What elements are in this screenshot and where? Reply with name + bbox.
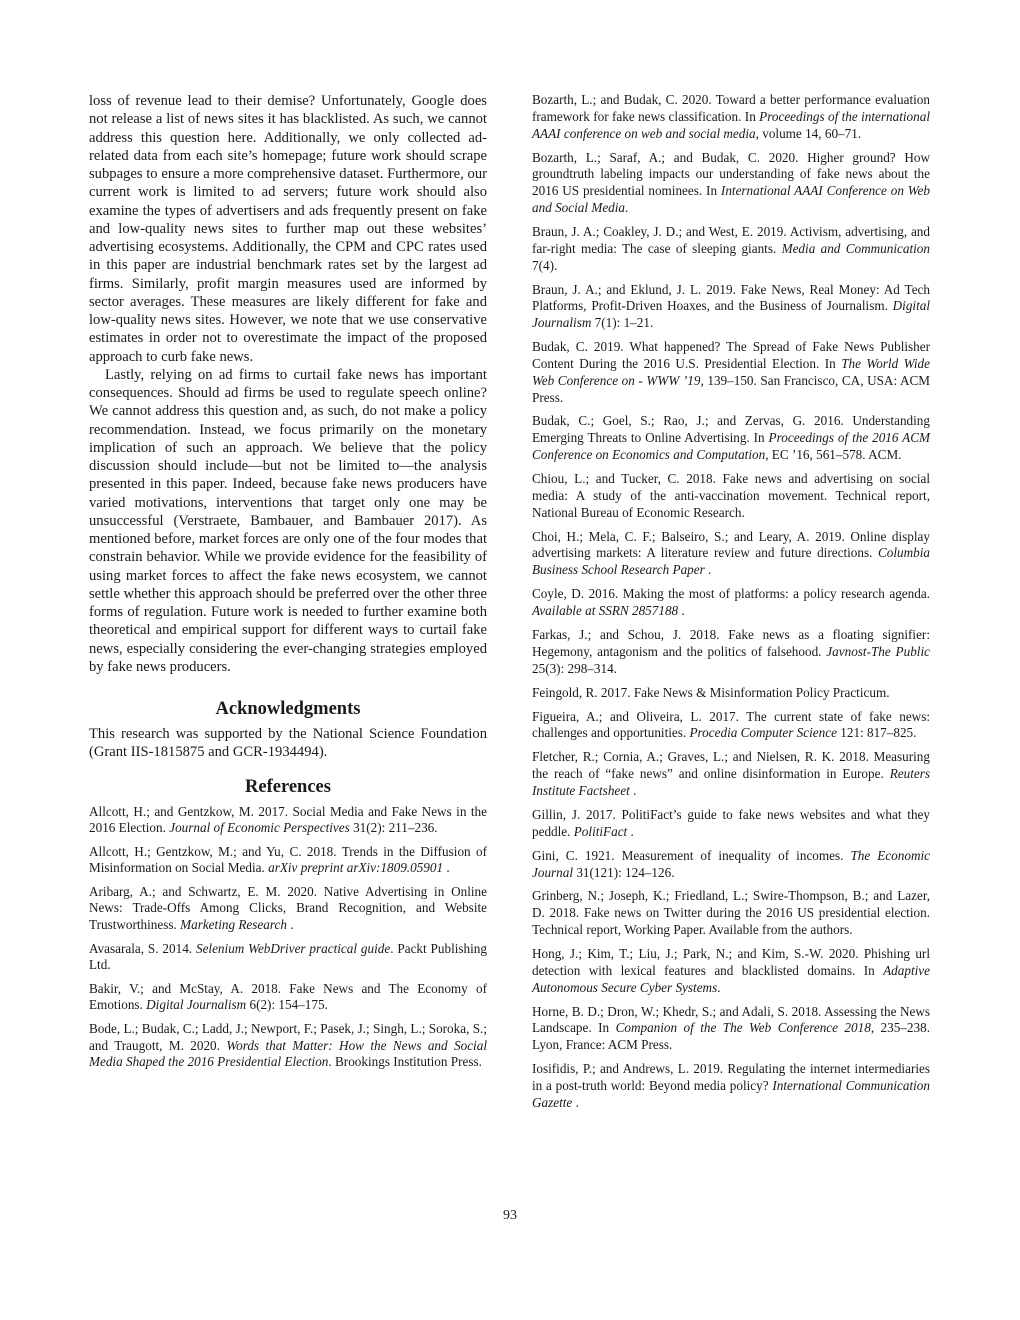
reference-text: Bozarth, L.; and Budak, C. 2020. Toward a better performance evaluation framework for fake news classification. In	[532, 92, 930, 124]
reference-text: Horne, B. D.; Dron, W.; Khedr, S.; and Adali, S. 2018. Assessing the News Landscape. In	[532, 1003, 930, 1036]
reference-entry	[89, 804, 487, 838]
reference-entry	[532, 92, 930, 142]
reference-details: .	[678, 603, 685, 619]
reference-details: .	[704, 562, 712, 578]
reference-text: Braun, J. A.; Coakley, J. D.; and West, E. 2019. Activism, advertising, and far-right media: The case of sleeping giants.	[532, 223, 930, 256]
reference-text: Grinberg, N.; Joseph, K.; Friedland, L.; Swire-Thompson, B.; and Lazer, D. 2018. Fake news on Twitter during the 2016 US presidential election. Technical report, Working Paper. Available from the authors.	[532, 888, 930, 938]
reference-venue: Columbia Business School Research Paper	[532, 545, 930, 578]
reference-entry	[532, 627, 930, 677]
reference-details: .	[625, 199, 629, 215]
reference-text: Bode, L.; Budak, C.; Ladd, J.; Newport, F.; Pasek, J.; Singh, L.; Soroka, S.; and Traugott, M. 2020.	[89, 1020, 487, 1053]
reference-entry	[532, 848, 930, 882]
reference-venue: Digital Journalism	[146, 997, 247, 1013]
reference-details: 31(121): 124–126.	[573, 864, 675, 880]
reference-venue: Words that Matter: How the News and Social Media Shaped the 2016 Presidential Election	[89, 1037, 487, 1070]
reference-text: Bozarth, L.; Saraf, A.; and Budak, C. 2020. Higher ground? How groundtruth labeling impacts our understanding of fake news about the 2016 US presidential nominees. In	[532, 149, 930, 199]
reference-text: Fletcher, R.; Cornia, A.; Graves, L.; and Nielsen, R. K. 2018. Measuring the reach of “fake news” and online disinformation in Europe.	[532, 749, 930, 782]
reference-text: Coyle, D. 2016. Making the most of platforms: a policy research agenda.	[532, 586, 930, 602]
reference-text: Figueira, A.; and Oliveira, L. 2017. The current state of fake news: challenges and opportunities.	[532, 708, 930, 741]
reference-entry	[532, 413, 930, 463]
reference-text: Farkas, J.; and Schou, J. 2018. Fake news as a floating signifier: Hegemony, antagonism and the politics of falsehood.	[532, 627, 930, 659]
reference-venue: Procedia Computer Science	[689, 725, 837, 741]
reference-entry	[532, 150, 930, 217]
page-number: 93	[503, 1208, 517, 1223]
reference-entry	[532, 685, 930, 702]
reference-venue: The World Wide Web Conference on - WWW ’19	[532, 355, 931, 388]
reference-list-right	[532, 92, 930, 1112]
reference-entry	[532, 586, 930, 620]
reference-details: 31(2): 211–236.	[349, 820, 438, 836]
reference-text: Bakir, V.; and McStay, A. 2018. Fake News and The Economy of Emotions.	[89, 980, 487, 1013]
reference-venue: Proceedings of the international AAAI conference on web and social media	[532, 108, 930, 141]
reference-entry	[532, 709, 930, 743]
reference-entry	[532, 282, 930, 332]
reference-venue: Companion of the The Web Conference 2018	[615, 1020, 871, 1036]
reference-details: , 235–238. Lyon, France: ACM Press.	[532, 1020, 931, 1053]
reference-entry	[532, 888, 930, 938]
reference-entry	[89, 844, 487, 878]
reference-text: Budak, C. 2019. What happened? The Spread of Fake News Publisher Content During the 2016 U.S. Presidential Election. In	[532, 339, 930, 371]
reference-text: Avasarala, S. 2014.	[89, 940, 196, 956]
reference-details: . Brookings Institution Press.	[328, 1054, 482, 1070]
right-column	[532, 92, 930, 1119]
reference-entry	[532, 749, 930, 799]
reference-details: . Packt Publishing Ltd.	[89, 940, 487, 973]
reference-venue: Digital Journalism	[532, 298, 930, 331]
reference-venue: Available at SSRN 2857188	[532, 603, 679, 619]
reference-entry	[89, 981, 487, 1015]
acknowledgments-heading: Acknowledgments	[215, 699, 361, 719]
reference-venue: arXiv preprint arXiv:1809.05901	[268, 860, 444, 876]
reference-venue: International Communication Gazette	[532, 1078, 930, 1110]
reference-details: .	[629, 782, 637, 798]
reference-venue: Adaptive Autonomous Secure Cyber Systems	[532, 962, 930, 995]
reference-details: , volume 14, 60–71.	[755, 125, 862, 141]
reference-venue: Reuters Institute Factsheet	[532, 766, 930, 798]
reference-text: Allcott, H.; and Gentzkow, M. 2017. Social Media and Fake News in the 2016 Election.	[89, 803, 487, 836]
reference-entry	[532, 224, 930, 274]
reference-text: Chiou, L.; and Tucker, C. 2018. Fake news and advertising on social media: A study of the anti-vaccination movement. Technical report, National Bureau of Economic Research.	[532, 471, 930, 520]
reference-entry	[532, 946, 930, 996]
reference-entry	[89, 941, 487, 975]
reference-entry	[532, 1004, 930, 1054]
reference-text: Gini, C. 1921. Measurement of inequality of incomes.	[532, 847, 851, 863]
reference-venue: Media and Communication	[781, 240, 930, 256]
reference-venue: Marketing Research	[180, 917, 287, 933]
reference-text: Hong, J.; Kim, T.; Liu, J.; Park, N.; and Kim, S.-W. 2020. Phishing url detection with lexical features and blacklisted domains. In	[532, 946, 930, 978]
reference-details: .	[627, 823, 634, 839]
reference-details: , EC ’16, 561–578. ACM.	[765, 447, 902, 463]
reference-details: .	[572, 1094, 579, 1110]
reference-venue: The Economic Journal	[532, 847, 930, 880]
reference-details: .	[443, 860, 450, 876]
reference-venue: Proceedings of the 2016 ACM Conference on Economics and Computation	[532, 430, 930, 463]
reference-entry	[532, 1061, 930, 1111]
reference-details: 25(3): 298–314.	[532, 660, 617, 676]
reference-text: Gillin, J. 2017. PolitiFact’s guide to fake news websites and what they peddle.	[532, 806, 930, 839]
reference-details: 7(4).	[532, 257, 558, 273]
reference-details: 7(1): 1–21.	[591, 315, 654, 331]
body-paragraph: loss of revenue lead to their demise? Unfortunately, Google does not release a list of news sites it has blacklisted. As such, we cannot address this question here. Additionally, we only collected ad-related data from each site’s homepage; future work should scrape subpages to ensure a more comprehensive dataset. Furthermore, our current work is limited to ad servers; future work should also examine the types of advertisers and ads frequently present on fake and low-quality news sites to further map out these websites’ advertising ecosystems. Additionally, the CPM and CPC rates used in this paper are industrial benchmark rates set by the largest ad firms. Similarly, profit margin measures used are informed by sector averages. These measures are likely different for fake and low-quality news sites. However, we note that we use conservative estimates in order not to overestimate the impact of the proposed approach to curb fake news.	[89, 93, 487, 365]
reference-details: .	[717, 979, 721, 995]
reference-details: .	[286, 917, 294, 933]
reference-venue: Javnost-The Public	[826, 643, 930, 659]
reference-venue: Selenium WebDriver practical guide	[195, 940, 391, 956]
reference-details: , 139–150. San Francisco, CA, USA: ACM Press.	[532, 372, 931, 405]
reference-details: 6(2): 154–175.	[246, 997, 328, 1013]
reference-details: 121: 817–825.	[836, 725, 917, 741]
reference-entry	[89, 1021, 487, 1071]
reference-text: Allcott, H.; Gentzkow, M.; and Yu, C. 2018. Trends in the Diffusion of Misinformation on Social Media.	[89, 843, 487, 876]
reference-text: Feingold, R. 2017. Fake News & Misinformation Policy Practicum.	[532, 684, 890, 700]
left-column	[89, 92, 487, 1078]
references-heading: References	[245, 776, 331, 797]
reference-entry	[532, 807, 930, 841]
reference-entry	[532, 471, 930, 521]
reference-venue: Journal of Economic Perspectives	[169, 820, 350, 836]
reference-text: Aribarg, A.; and Schwartz, E. M. 2020. Native Advertising in Online News: Trade-Offs Among Clicks, Brand Recognition, and Website Trustworthiness.	[89, 883, 487, 933]
reference-text: Braun, J. A.; and Eklund, J. L. 2019. Fake News, Real Money: Ad Tech Platforms, Profit-Driven Hoaxes, and the Business of Journalism.	[532, 281, 930, 314]
reference-text: Iosifidis, P.; and Andrews, L. 2019. Regulating the internet intermediaries in a post-truth world: Beyond media policy?	[532, 1061, 930, 1094]
acknowledgments-text: This research was supported by the National Science Foundation (Grant IIS-1815875 and GCR-1934494).	[89, 726, 487, 761]
body-paragraph: Lastly, relying on ad firms to curtail fake news has important consequences. Should ad firms be used to regulate speech online? We cannot address this question and, as such, do not make a policy recommendation. Instead, we focus primarily on the monetary implication of such an approach. We believe that the policy discussion should include—but not be limited to—the analysis presented in this paper. Indeed, because fake news producers have varied motivations, interventions that target only one may be unsuccessful (Verstraete, Bambauer, and Bambauer 2017). As mentioned before, market forces are only one of the four modes that constrain behavior. While we provide evidence for the feasibility of using market forces to affect the fake news ecosystem, we cannot settle whether this approach should be preferred over the other three forms of regulation. Future work is needed to further examine both theoretical and empirical support for different ways to curtail fake news, especially considering the ever-changing strategies employed by fake news producers.	[89, 366, 487, 675]
reference-venue: International AAAI Conference on Web and Social Media	[532, 183, 931, 215]
reference-list-left	[89, 804, 487, 1072]
reference-venue: PolitiFact	[573, 823, 628, 839]
reference-entry	[532, 529, 930, 579]
reference-text: Choi, H.; Mela, C. F.; Balseiro, S.; and Leary, A. 2019. Online display advertising markets: A literature review and future directions.	[532, 528, 930, 561]
reference-entry	[89, 884, 487, 934]
reference-text: Budak, C.; Goel, S.; Rao, J.; and Zervas, G. 2016. Understanding Emerging Threats to Online Advertising. In	[532, 413, 930, 446]
reference-entry	[532, 339, 930, 406]
